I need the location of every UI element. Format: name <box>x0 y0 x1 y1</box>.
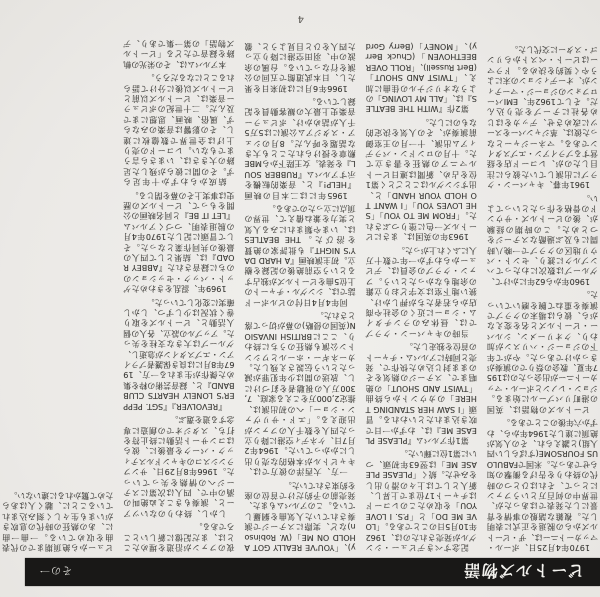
article-paragraph: 記念すべきデビュー・シングルが発売されたのは、1962年10月5日のことである。「LOVE ME DO」と「P.S. I LOVE YOU」を収めたこのレコードはチャート17位まで上昇し、新人としては上々の滑り出しをみせた。続く「PLEASE PLEASE ME」は翌63年初頭、ついに第1位に輝いた。 <box>365 449 477 552</box>
article-paragraph: 一方、大西洋の彼方では、キャピトルが本格的な売り出しにかかっていた。1964年2月7日、ケネディ空港に降り立った四人を数千人のファンが出迎える。「エド・サリヴァン・ショー」への初出演は、推定2,000万をこえる家庭、7,300万人の視聴者を釘づけにし、放送の間は少年犯罪が減ったという伝説さえ残した。カーネギー・ホールとワシントン公演も熱狂のうちに終わり、ここにBRITISH INVASION(英国の侵略)の幕が切って落とされた。 <box>244 311 356 477</box>
article-paragraph: ビートルズの物語は、英国の港町リバプールに始まる。ジョン・レノンとポール・マッカートニーが出会ったのは1957年夏、教会の祭りでの演奏がきっかけであった。やがて年下のジョージ・ハリスンが加わり、クオリーメン、シルバー・ビートルズと名を変えながら、彼らは場末のクラブで演奏を重ねて腕を磨いていった。 <box>486 290 598 414</box>
article-paragraph: 結成からわずか十年足らず。その間に彼らが残した足跡の大きさは、いまさら言うまでもない。レコードの売り上げは全世界で数億枚に達し、その影響は音楽のみならず、風俗、映画、思想にまで及んだ。二十世紀のポピュラー音楽は、ビートルズ以前とビートルズ以後に分けて語られることになるだろう。 <box>123 73 235 187</box>
article-text-columns <box>2 31 598 552</box>
series-title: ビートルズ物語 <box>462 561 584 581</box>
article-paragraph: 当時のキャバーン・クラブでは、昼休みのランチタイム・ショーに近くの会社や商店から若者たちが押しかけ、狭い地下室は文字どおり立錐の余地もなかったという。ファン・クラブの会員は、デビューからわずか一年で数十万人にふくれ上がった。 <box>365 245 477 338</box>
article-paragraph: 1963年の英国は、まさにビートルズ一色に塗りつぶされた。「FROM ME TO YOU」「SHE LOVES YOU」「I WANT TO HOLD YOUR HAND」と、出すシングルはことごとく第1位を占め、新聞は連日ビートルマニアの熱狂を書き立てた。十月のロンドン・パラディアム出演、十一月の王室御前演奏が、その人気を決定的なものにした。 <box>365 117 477 242</box>
article-paragraph: 1965年には二本目の映画『HELP!』と、音楽的転機を示すアルバム『RUBBER SOUL』を発表。女王陛下からMBE勲章を授けられたことも大きな話題を呼んだ。8月のシェア・スタジアム公演には5万5千人が詰めかけ、ポピュラー音楽史上最大の観客動員を記録している。 <box>244 96 356 200</box>
article-paragraph: 同年4月4日付のビルボード誌では、シングル・チャートの上位5曲をビートルズが独占するという空前絶後の記録を樹立。初主演映画『A HARD DAY'S NIGHT』も批評家の絶賛を浴びた。THE BEATLES は、いまや類まれにみる人気と実力を兼ね備えて、世界の頂点に立ったのである。 <box>244 204 356 307</box>
article-paragraph: 第1作アルバム『PLEASE PLEASE ME』は、わずか一日で吹き込まれたといわれる。冒頭「I SAW HER STANDING THERE」のカウントから終曲「TWIST AND SHOUT」の絶唱まで、ステージの熱気をそのまま封じ込めた快作で、発売と同時にアルバム・チャートの首位を独走した。 <box>365 342 477 445</box>
article-paragraph: しかし、終わりのないツアーと、演奏もきこえぬ絶叫の渦の中で、四人は次第にステージへの情熱を失っていった。1966年8月29日、サンフランシスコのキャンドルスティック・パークを最後に、彼らはコンサート活動に終止符を打ち、スタジオでの創造に専念する道を選ぶ。 <box>123 415 235 518</box>
article-paragraph: 1961年暮、キャバーン・クラブに出演していた彼らに注目したのが、レコード店を経営するブライアン・エプスタインである。マネージャーとなった彼は、革ジャンパーをスーツに改めさせ、デッカをはじめ各社にテープを売り込んだ。そして1962年、EMIパーロフォンのジョージ・マーティンが、オーディションの末にようやく契約を決める。ドラマーはピート・ベストからリンゴ・スターに交代した。 <box>486 44 598 190</box>
article-paragraph: 『REVOLVER』『SGT. PEPPER'S LONELY HEARTS CLUB BAND』と、録音芸術の粋を集めた傑作が生まれる一方、1967年8月には良き保護者ブライアン・エプスタインが急逝し、グループは大きな支柱を失った。アップルの設立、各人の個人活動と、ビートルズを取り巻く状況は少しずつ、しかし確実に変化していった。 <box>123 297 235 411</box>
article-paragraph: 第2作『WITH THE BEATLES』は、「ALL MY LOVING」のようなオリジナルの佳曲に加え、「TWIST AND SHOUT」(Bert Russell)、「ROLL OVER BEETHOVEN」(Chuck Berry)、「MONEY」(Berry Gordy)、「YOU'VE REALLY GOT A HOLD ON ME」(W. Robinson)など、実際にステージで演奏されていた人気曲を網羅している。このアルバムもまた、発売前の予約だけで首位の座を約束されていた。 <box>244 41 477 552</box>
article-paragraph: 1969年、混乱をきわめたゲット・バック・セッションののちに録音された『ABBEY ROAD』は、結果として四人の最後の共同作業となった。そして冒頭に記した1970年4月の脱退表明、つづくアルバム『LET IT BE』と同名映画の公開をもって、ビートルズの歴史は事実上その幕を閉じる。 <box>123 190 235 294</box>
page-number: 4 <box>297 13 304 24</box>
part-label: その一 <box>39 564 72 576</box>
article-paragraph: 1966年6月には初来日を果たし、日本武道館で五回の公演を行なっている。台風の余波の中、羽田空港に降り立った四人をひと目見ようと、徹夜のファンが沿道を埋めたことは、まだ記憶に新しいところである。 <box>123 41 356 552</box>
article-paragraph: 1970年4月25日、ポール・マッカートニーは、ザ・ビートルズからの脱退を正式に表明した。複雑な諸般の事情を背景にした発表ではあったが、世界中の何百万というファンにとって、それはひとつの時代の終わりを告げる衝撃の知らせであった。米国でFABULOUS FOURSOME(すばらしい四人組)と讃えられ、その人気が絶頂に達した1964年から、わずか六年後のことである。 <box>486 418 598 552</box>
series-title-bar <box>25 558 600 586</box>
article-paragraph: 1960年から62年にかけて、グループは数次にわたってハンブルクに渡り、セント・パウリ地区のクラブで一晩八時間にも及ぶ過酷なステージをつとめた。この時期の経験が、後のビートルズ・サウンドの骨格を作ったといってよい。 <box>486 193 598 286</box>
article-paragraph: 本アルバムは、その栄光の軌跡を録音でたどる「ビートルズ物語」の第一集であり、デビューから絶頂期までの代表曲を収めている。一曲一曲に、あの熱狂の時代の息吹きがいまも生々しく刻み込まれていることに、聴く人はあらためて驚かれるに違いない。 <box>2 38 235 552</box>
